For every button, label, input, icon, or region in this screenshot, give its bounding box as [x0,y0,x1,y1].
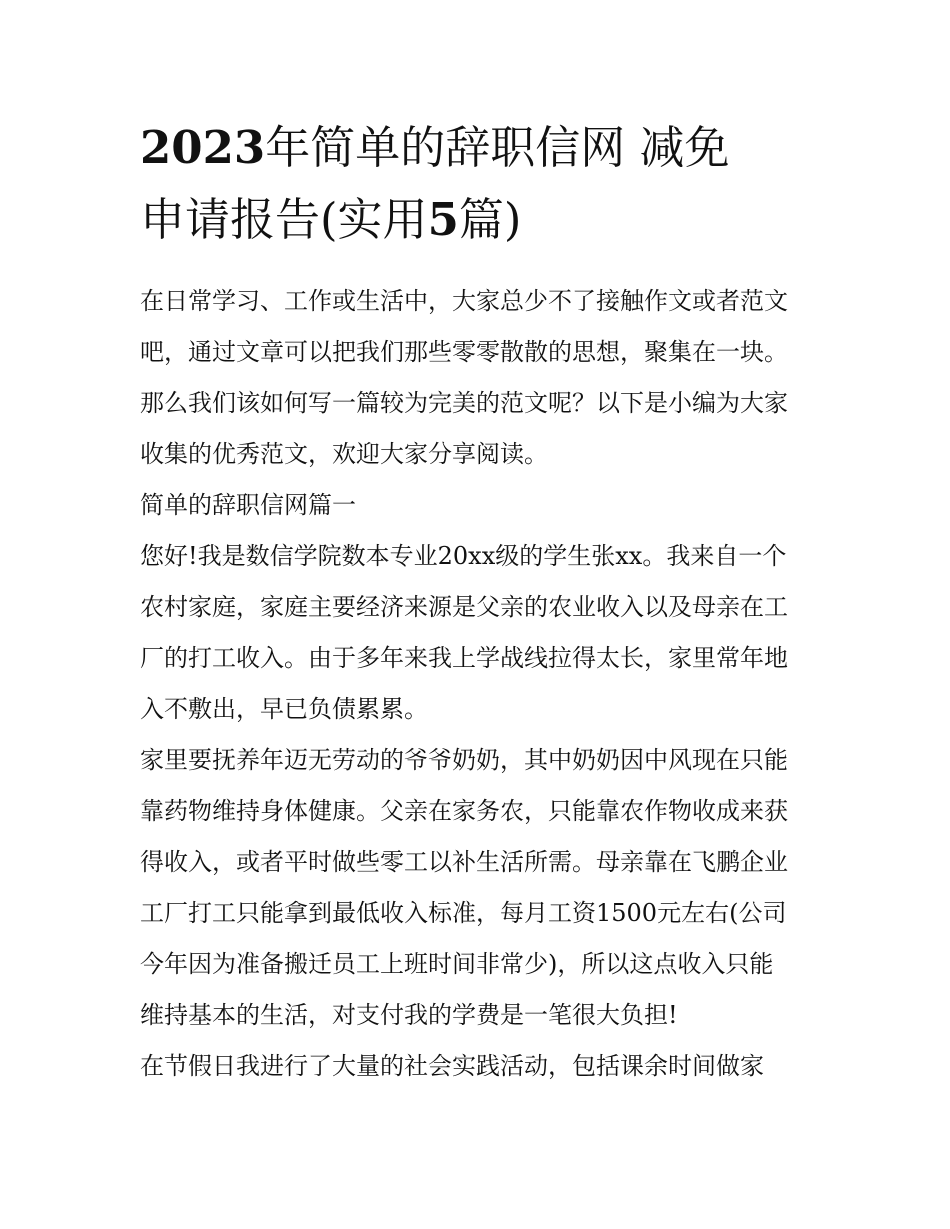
title-year: 2023 [140,121,266,174]
title-count: 5 [427,193,459,246]
title-line-1 [140,112,830,184]
document-title [140,112,830,256]
intro-line-1: 在日常学习、工作或生活中，大家总少不了接触作文或者范文 [140,287,788,315]
paragraph-2-line-3: 得收入，或者平时做些零工以补生活所需。母亲靠在飞鹏企业 [140,848,788,876]
document-body [140,276,830,1092]
paragraph-2-line-2: 靠药物维持身体健康。父亲在家务农，只能靠农作物收成来获 [140,797,788,825]
title-text-2a: 申请报告(实用 [140,193,428,246]
paragraph-1-line-3: 厂的打工收入。由于多年来我上学战线拉得太长，家里常年地 [140,644,788,672]
paragraph-1-line-2: 农村家庭，家庭主要经济来源是父亲的农业收入以及母亲在工 [140,593,788,621]
intro-line-4: 收集的优秀范文，欢迎大家分享阅读。 [140,440,548,468]
paragraph-1-line-1: 您好!我是数信学院数本专业20xx级的学生张xx。我来自一个 [140,542,787,570]
paragraph-2-line-6: 维持基本的生活，对支付我的学费是一笔很大负担! [140,1001,678,1029]
intro-line-3: 那么我们该如何写一篇较为完美的范文呢？以下是小编为大家 [140,389,788,417]
paragraph-2-line-4: 工厂打工只能拿到最低收入标准，每月工资1500元左右(公司 [140,899,787,927]
paragraph-3-line-1: 在节假日我进行了大量的社会实践活动，包括课余时间做家 [140,1052,764,1080]
title-text-1: 年简单的辞职信网 减免 [265,121,730,174]
title-line-2 [140,184,830,256]
paragraph-2-line-1: 家里要抚养年迈无劳动的爷爷奶奶，其中奶奶因中风现在只能 [140,746,788,774]
intro-line-2: 吧，通过文章可以把我们那些零零散散的思想，聚集在一块。 [140,338,788,366]
section-heading: 简单的辞职信网篇一 [140,491,356,519]
title-text-2b: 篇) [458,193,522,246]
paragraph-2-line-5: 今年因为准备搬迁员工上班时间非常少)，所以这点收入只能 [140,950,774,978]
paragraph-1-line-4: 入不敷出，早已负债累累。 [140,695,428,723]
